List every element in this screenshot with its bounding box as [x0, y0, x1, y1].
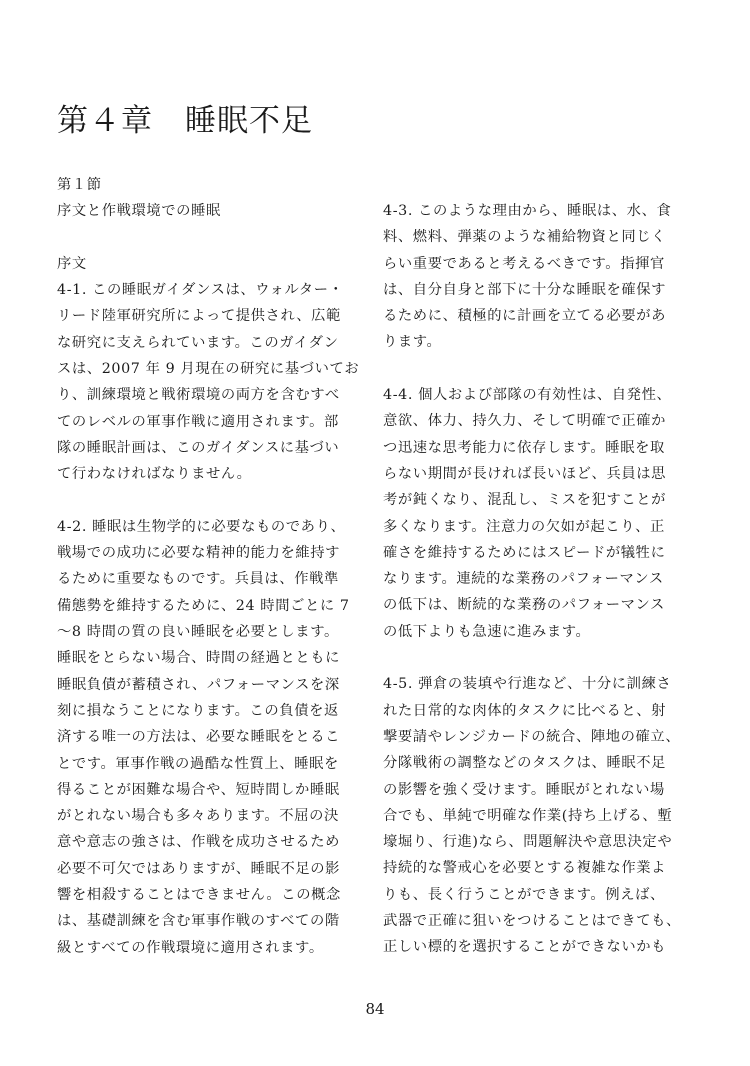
paragraph-line: 級とすべての作戦環境に適用されます。	[57, 939, 324, 956]
paragraph-line: 備態勢を維持するために、24 時間ごとに 7	[57, 597, 350, 614]
left-column	[57, 172, 360, 961]
paragraph-line: 意や意志の強さは、作戦を成功させるため	[57, 834, 341, 851]
paragraph-line: 4-1. この睡眠ガイダンスは、ウォルター・	[57, 282, 344, 299]
paragraph-line: 戦場での成功に必要な精神的能力を維持す	[57, 545, 341, 562]
paragraph-line: らない期間が長ければ長いほど、兵員は思	[383, 465, 667, 482]
paragraph-line: は、自分自身と部下に十分な睡眠を確保す	[383, 281, 667, 298]
paragraph-line: ります。	[383, 334, 442, 351]
paragraph-line: て行わなければなりません。	[57, 466, 252, 483]
paragraph-line: 確さを維持するためにはスピードが犠牲に	[383, 544, 666, 561]
paragraph-line: 武器で正確に狙いをつけることはできても、	[383, 913, 681, 930]
paragraph-line: とです。軍事作戦の過酷な性質上、睡眠を	[57, 755, 339, 772]
paragraph-line: 正しい標的を選択することができないかも	[383, 939, 667, 956]
paragraph-line: な研究に支えられています。このガイダン	[57, 334, 339, 351]
paragraph-line: なります。連続的な業務のパフォーマンス	[383, 571, 664, 588]
paragraph-line: 持続的な警戒心を必要とする複雑な作業よ	[383, 860, 667, 877]
paragraph-line: は、基礎訓練を含む軍事作戦のすべての階	[57, 913, 340, 930]
paragraph-4-2	[57, 514, 357, 961]
paragraph-line: リード陸軍研究所によって提供され、広範	[57, 308, 341, 325]
paragraph-line: ～8 時間の質の良い睡眠を必要とします。	[57, 624, 339, 641]
paragraph-line: らい重要であると考えるべきです。指揮官	[383, 255, 665, 272]
paragraph-line: 得ることが困難な場合や、短時間しか睡眠	[57, 781, 340, 798]
chapter-title: 第４章 睡眠不足	[57, 103, 313, 139]
paragraph-line: 4-4. 個人および部隊の有効性は、自発性、	[383, 387, 672, 404]
right-column	[383, 198, 683, 961]
paragraph-line: 壕堀り、行進)なら、問題解決や意思決定や	[383, 834, 673, 851]
paragraph-line: つ迅速な思考能力に依存します。睡眠を取	[383, 439, 665, 456]
paragraph-line: 4-2. 睡眠は生物学的に必要なものであり、	[57, 518, 346, 535]
paragraph-4-4	[383, 382, 683, 645]
paragraph-line: 合でも、単純で明確な作業(持ち上げる、塹	[383, 807, 673, 824]
paragraph-line: れた日常的な肉体的タスクに比べると、射	[383, 702, 667, 719]
paragraph-line: 意欲、体力、持久力、そして明確で正確か	[383, 413, 667, 430]
paragraph-line: の影響を強く受けます。睡眠がとれない場	[383, 781, 665, 798]
paragraph-line: スは、2007 年 9 月現在の研究に基づいてお	[57, 361, 360, 378]
paragraph-line: 睡眠をとらない場合、時間の経過とともに	[57, 650, 341, 667]
spacer	[57, 488, 357, 514]
paragraph-line: りも、長く行うことができます。例えば、	[383, 886, 665, 903]
paragraph-line: 済する唯一の方法は、必要な睡眠をとるこ	[57, 729, 341, 746]
paragraph-line: るために重要なものです。兵員は、作戦準	[57, 571, 339, 588]
paragraph-4-1	[57, 277, 360, 487]
paragraph-line: 響を相殺することはできません。この概念	[57, 887, 341, 904]
subheading: 序文	[57, 255, 87, 272]
paragraph-line: 刻に損なうことになります。この負債を返	[57, 702, 339, 719]
paragraph-line: がとれない場合も多々あります。不屈の決	[57, 808, 339, 825]
paragraph-line: るために、積極的に計画を立てる必要があ	[383, 308, 667, 325]
paragraph-line: の低下よりも急速に進みます。	[383, 623, 591, 640]
paragraph-line: 4-5. 弾倉の装填や行進など、十分に訓練さ	[383, 676, 672, 693]
paragraph-4-3	[383, 198, 683, 356]
paragraph-line: 料、燃料、弾薬のような補給物資と同じく	[383, 229, 667, 246]
paragraph-line: 多くなります。注意力の欠如が起こり、正	[383, 518, 665, 535]
paragraph-line: 必要不可欠ではありますが、睡眠不足の影	[57, 860, 341, 877]
section-title: 序文と作戦環境での睡眠	[57, 203, 221, 220]
paragraph-line: の低下は、断続的な業務のパフォーマンス	[383, 597, 665, 614]
paragraph-line: 隊の睡眠計画は、このガイダンスに基づい	[57, 439, 340, 456]
paragraph-line: てのレベルの軍事作戦に適用されます。部	[57, 413, 339, 430]
paragraph-line: 考が鈍くなり、混乱し、ミスを犯すことが	[383, 492, 667, 509]
paragraph-4-5	[383, 671, 683, 960]
spacer	[57, 225, 357, 251]
page-number: 84	[365, 1000, 385, 1018]
paragraph-line: 4-3. このような理由から、睡眠は、水、食	[383, 203, 672, 219]
paragraph-line: 睡眠負債が蓄積され、パフォーマンスを深	[57, 676, 340, 693]
spacer	[383, 645, 683, 671]
section-number: 第１節	[57, 177, 102, 193]
paragraph-line: り、訓練環境と戦術環境の両方を含むすべ	[57, 387, 340, 404]
paragraph-line: 撃要請やレンジカードの統合、陣地の確立、	[383, 728, 681, 745]
spacer	[383, 356, 683, 382]
paragraph-line: 分隊戦術の調整などのタスクは、睡眠不足	[383, 755, 667, 772]
